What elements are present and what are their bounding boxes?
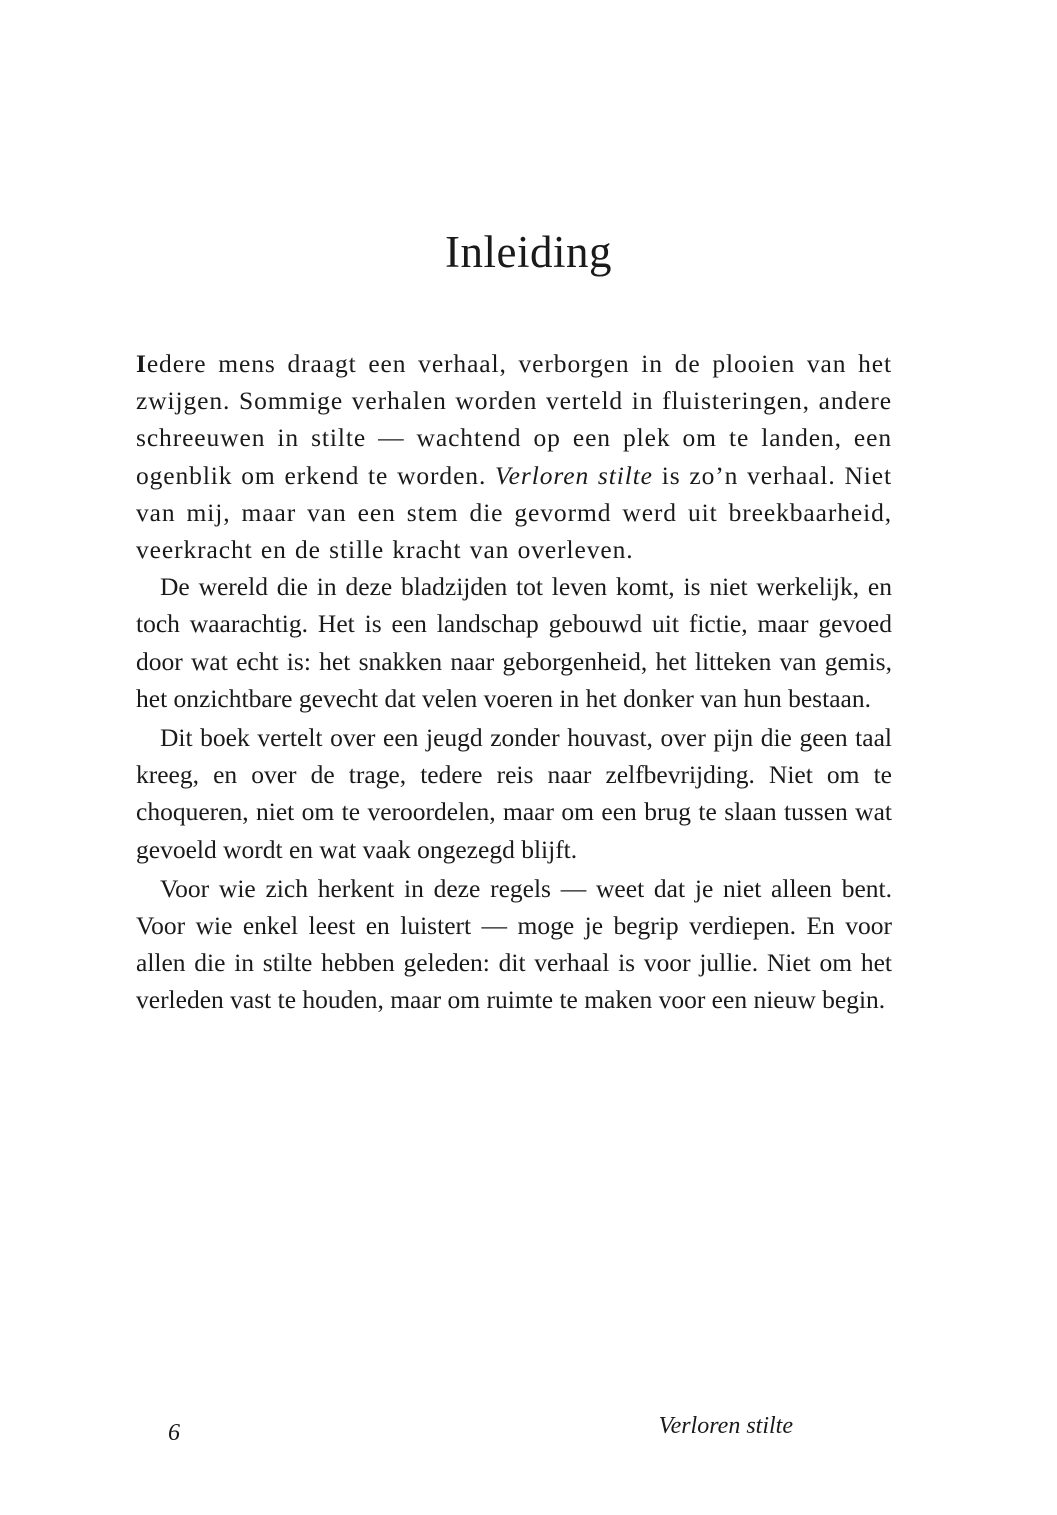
chapter-title: Inleiding xyxy=(445,227,612,277)
paragraph-1-text-start: edere mens draagt een verhaal, verborgen in de plooien van het zwijgen. Sommige verhalen worden verteld in fluisteringen, andere schreeuwen in stilte — wachtend op een plek om te landen, een ogenblik om erkend te worden. xyxy=(136,349,892,490)
paragraph-4: Voor wie zich herkent in deze regels — weet dat je niet alleen bent. Voor wie enkel leest en luistert — moge je begrip verdiepen. En voor allen die in stilte hebben geleden: dit verhaal is voor jullie. Niet om het verleden vast te houden, maar om ruimte te maken voor een nieuw begin. xyxy=(136,873,892,1015)
paragraph-1 xyxy=(136,345,892,568)
book-title-italic: Verloren stilte xyxy=(495,460,653,490)
paragraph-2: De wereld die in deze bladzijden tot leven komt, is niet werkelijk, en toch waarachtig. Het is een landschap gebouwd uit fictie, maar gevoed door wat echt is: het snakken naar geborgenheid, het litteken van gemis, het onzichtbare gevecht dat velen voeren in het donker van hun bestaan. xyxy=(136,572,892,713)
paragraph-3: Dit boek vertelt over een jeugd zonder houvast, over pijn die geen taal kreeg, en over de trage, tedere reis naar zelfbevrijding. Niet om te choqueren, niet om te veroordelen, maar om een brug te slaan tussen wat gevoeld wordt en wat vaak ongezegd blijft. xyxy=(136,723,892,864)
drop-initial: I xyxy=(136,349,147,378)
chapter-body xyxy=(136,345,892,1019)
running-title: Verloren stilte xyxy=(658,1413,793,1439)
paragraph-1-text-end: is zo’n verhaal. Niet van mij, maar van een stem die gevormd werd uit breekbaarheid, veerkracht en de stille kracht van overleven. xyxy=(136,460,892,565)
page-number: 6 xyxy=(168,1420,180,1446)
